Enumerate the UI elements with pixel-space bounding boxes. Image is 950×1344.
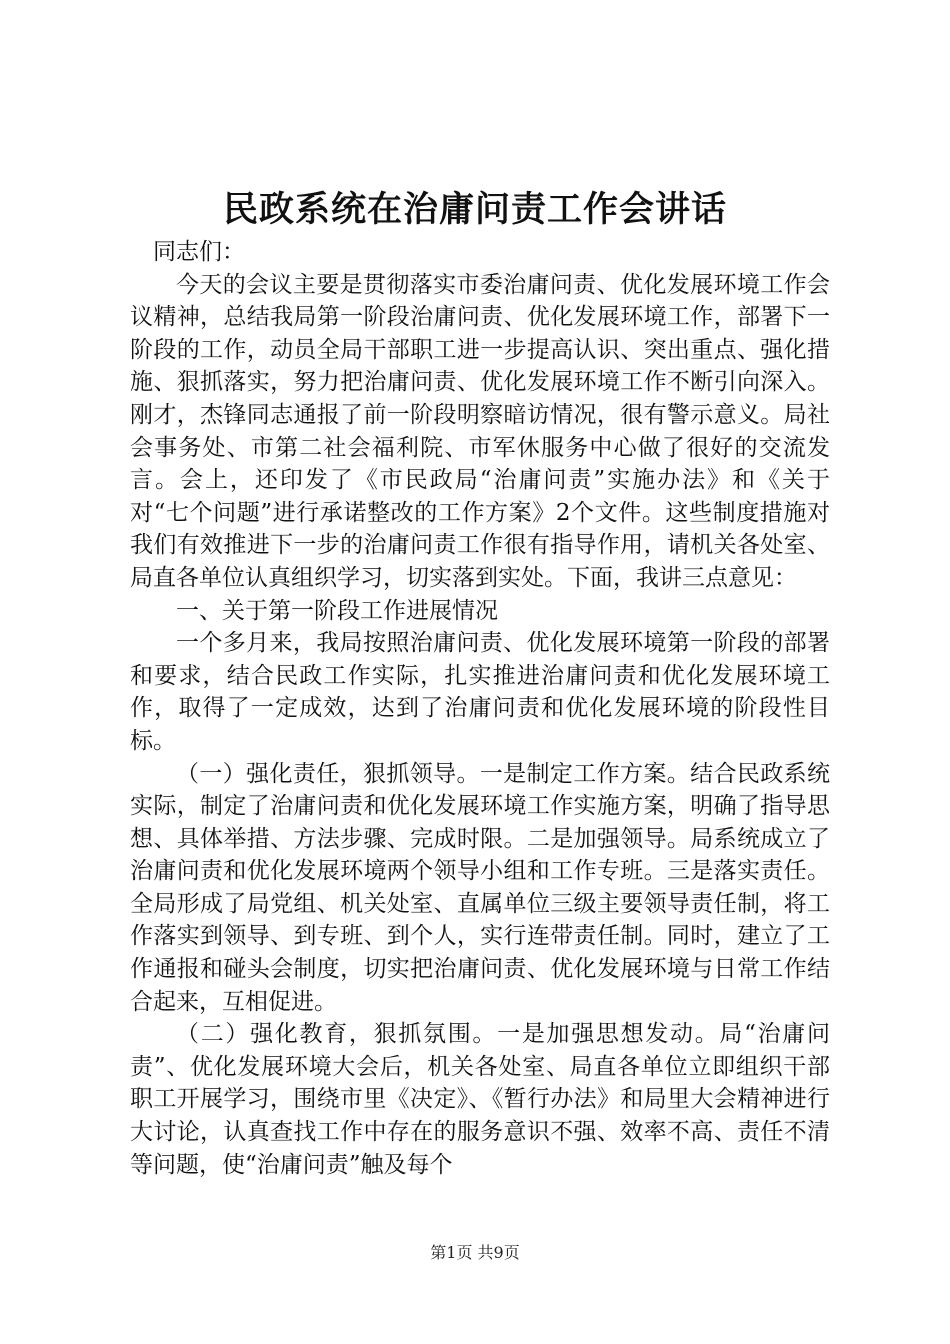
page-indicator: 第1页 共9页 [430,1243,520,1262]
document-body [130,236,830,1181]
intro-paragraph: 今天的会议主要是贯彻落实市委治庸问责、优化发展环境工作会议精神，总结我局第一阶段治庸问责、优化发展环境工作，部署下一阶段的工作，动员全局干部职工进一步提高认识、突出重点、强化措施、狠抓落实，努力把治庸问责、优化发展环境工作不断引向深入。刚才，杰锋同志通报了前一阶段明察暗访情况，很有警示意义。局社会事务处、市第二社会福利院、市军休服务中心做了很好的交流发言。会上，还印发了《市民政局“治庸问责”实施办法》和《关于对“七个问题”进行承诺整改的工作方案》2个文件。这些制度措施对我们有效推进下一步的治庸问责工作很有指导作用，请机关各处室、局直各单位认真组织学习，切实落到实处。下面，我讲三点意见： [130,271,830,591]
greeting-paragraph: 同志们： [153,239,245,265]
body-paragraph: 一个多月来，我局按照治庸问责、优化发展环境第一阶段的部署和要求，结合民政工作实际，扎实推进治庸问责和优化发展环境工作，取得了一定成效，达到了治庸问责和优化发展环境的阶段性目标。 [130,630,830,754]
document-title: 民政系统在治庸问责工作会讲话 [222,189,727,230]
section-heading: 一、关于第一阶段工作进展情况 [176,597,498,624]
body-paragraph: （一）强化责任，狠抓领导。一是制定工作方案。结合民政系统实际，制定了治庸问责和优化发展环境工作实施方案，明确了指导思想、具体举措、方法步骤、完成时限。二是加强领导。局系统成立了治庸问责和优化发展环境两个领导小组和工作专班。三是落实责任。全局形成了局党组、机关处室、直属单位三级主要领导责任制，将工作落实到领导、到专班、到个人，实行连带责任制。同时，建立了工作通报和碰头会制度，切实把治庸问责、优化发展环境与日常工作结合起来，互相促进。 [130,760,830,1015]
body-paragraph: （二）强化教育，狠抓氛围。一是加强思想发动。局“治庸问责”、优化发展环境大会后，机关各处室、局直各单位立即组织干部职工开展学习，围绕市里《决定》、《暂行办法》和局里大会精神进行大讨论，认真查找工作中存在的服务意识不强、效率不高、责任不清等问题，使“治庸问责”触及每个 [130,1021,830,1178]
